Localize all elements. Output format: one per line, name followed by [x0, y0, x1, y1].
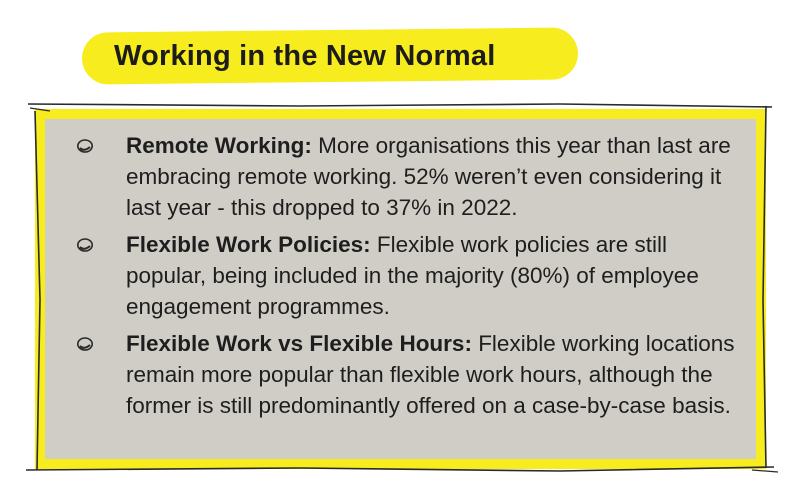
bullet-heading: Flexible Work vs Flexible Hours: — [126, 331, 472, 356]
bullet-heading: Flexible Work Policies: — [126, 232, 371, 257]
sketch-line-left — [35, 111, 40, 470]
bullet-text: Flexible working locations remain more popular than flexible work hours, although the former is still predominantly offered on a case-by-case basis. — [126, 331, 735, 418]
page-title: Working in the New Normal — [114, 40, 496, 72]
bullet-text: Flexible work policies are still popular, being included in the majority (80%) of employee engagement programmes. — [126, 232, 699, 319]
circle-bullet-icon — [76, 336, 94, 352]
list-item — [74, 328, 744, 421]
sketch-corner-br — [752, 470, 778, 472]
sketch-line-bottom — [26, 467, 774, 471]
list-item — [74, 130, 744, 223]
circle-bullet-icon — [76, 237, 94, 253]
bullet-text: More organisations this year than last are embracing remote working. 52% weren’t even considering it last year - this dropped to 37% in 2022. — [126, 133, 731, 220]
sketch-line-right — [763, 106, 766, 468]
list-item — [74, 229, 744, 322]
circle-bullet-icon — [76, 138, 94, 154]
bullet-list — [74, 130, 744, 427]
sketch-corner-tl — [30, 108, 50, 111]
sketch-line-top — [28, 104, 772, 107]
bullet-heading: Remote Working: — [126, 133, 312, 158]
